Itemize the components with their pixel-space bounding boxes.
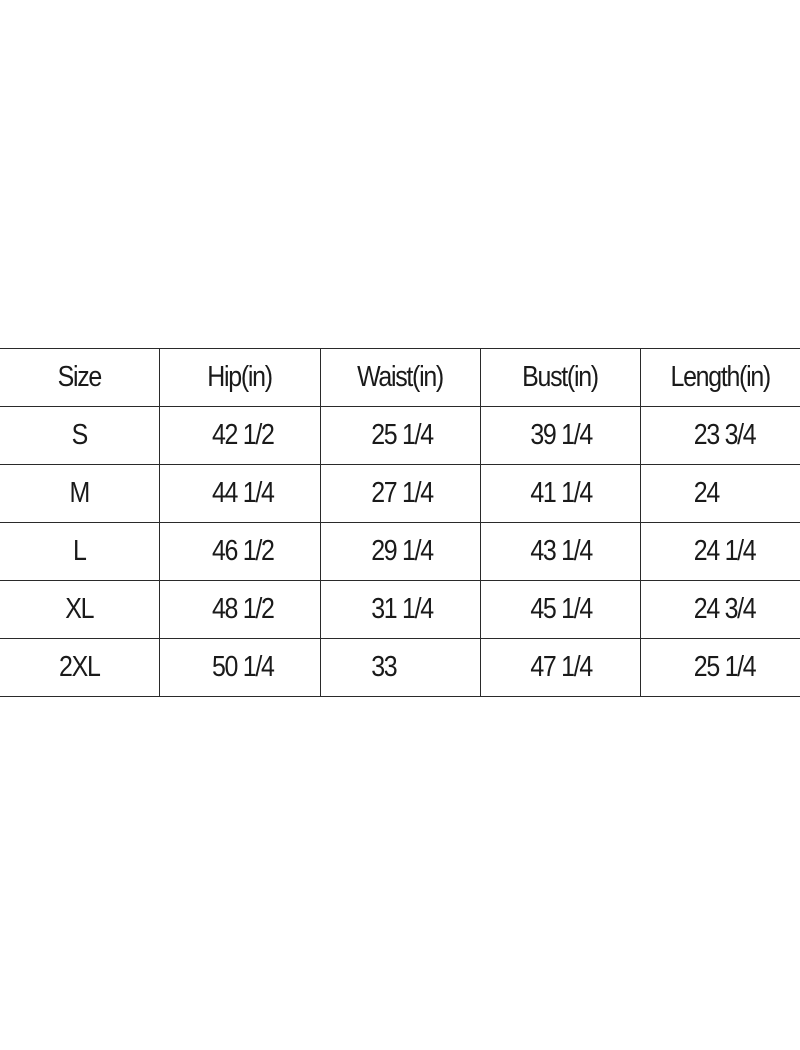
table-row [0, 465, 800, 523]
size-cell: L [11, 523, 148, 581]
waist-cell: 27 1/4 [331, 465, 469, 523]
header-length: Length(in) [651, 349, 789, 407]
table-row [0, 407, 800, 465]
bust-cell: 47 1/4 [491, 639, 629, 697]
bust-cell: 45 1/4 [491, 581, 629, 639]
size-chart-table [0, 348, 800, 697]
table-row [0, 639, 800, 697]
hip-cell: 50 1/4 [170, 639, 308, 697]
hip-cell: 44 1/4 [170, 465, 308, 523]
waist-cell: 31 1/4 [331, 581, 469, 639]
table-row [0, 581, 800, 639]
waist-cell: 25 1/4 [331, 407, 469, 465]
size-cell: M [11, 465, 148, 523]
table-header-row [0, 349, 800, 407]
length-cell: 23 3/4 [651, 407, 789, 465]
length-cell: 24 [651, 465, 789, 523]
waist-cell: 29 1/4 [331, 523, 469, 581]
header-bust: Bust(in) [491, 349, 629, 407]
table-row [0, 523, 800, 581]
length-cell: 24 1/4 [651, 523, 789, 581]
size-cell: 2XL [11, 639, 148, 697]
length-cell: 25 1/4 [651, 639, 789, 697]
size-cell: XL [11, 581, 148, 639]
bust-cell: 41 1/4 [491, 465, 629, 523]
waist-cell: 33 [331, 639, 469, 697]
size-cell: S [11, 407, 148, 465]
hip-cell: 46 1/2 [170, 523, 308, 581]
header-size: Size [11, 349, 148, 407]
length-cell: 24 3/4 [651, 581, 789, 639]
bust-cell: 43 1/4 [491, 523, 629, 581]
header-hip: Hip(in) [170, 349, 308, 407]
header-waist: Waist(in) [331, 349, 469, 407]
hip-cell: 48 1/2 [170, 581, 308, 639]
bust-cell: 39 1/4 [491, 407, 629, 465]
hip-cell: 42 1/2 [170, 407, 308, 465]
